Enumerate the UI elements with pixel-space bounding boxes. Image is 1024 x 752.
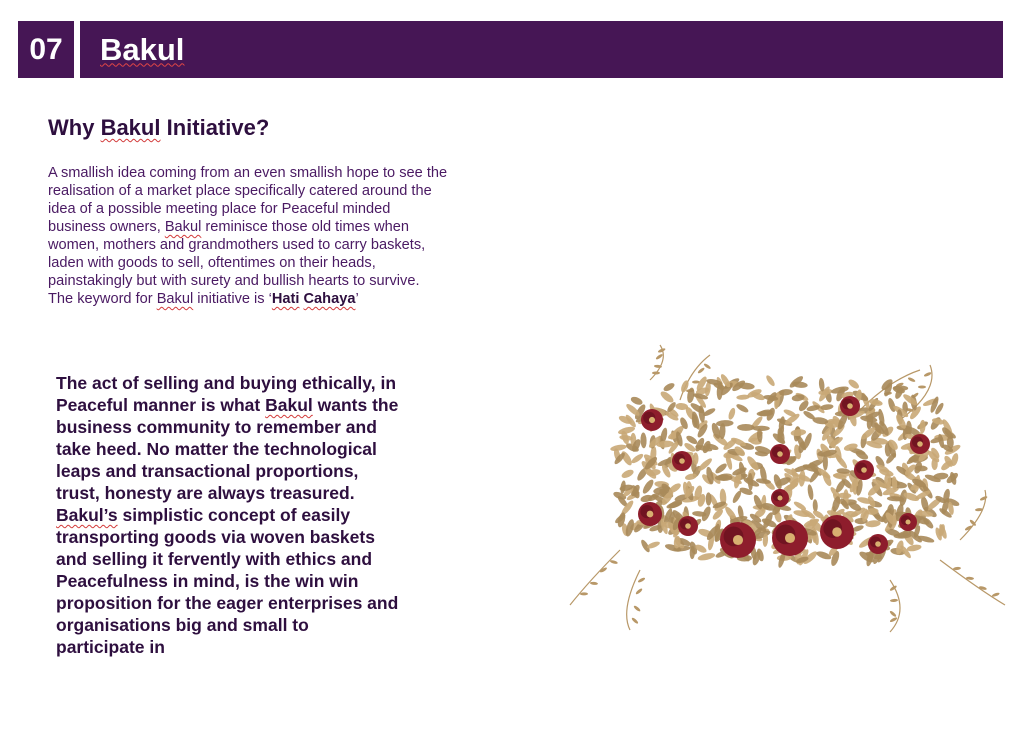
leaf bbox=[686, 387, 695, 404]
stem-leaf bbox=[610, 560, 619, 565]
stem bbox=[960, 490, 986, 540]
header-title: Bakul bbox=[100, 31, 185, 67]
leaf bbox=[630, 395, 644, 406]
keyword-cahaya: Cahaya bbox=[303, 291, 356, 307]
leaf bbox=[917, 534, 935, 544]
leaf bbox=[813, 499, 819, 512]
keyword-hati: Hati bbox=[271, 291, 300, 307]
stem-leaf bbox=[652, 371, 660, 374]
leaf bbox=[807, 484, 815, 500]
stem-leaf bbox=[890, 599, 898, 603]
stem-leaf bbox=[631, 617, 639, 625]
rose-center bbox=[917, 441, 923, 447]
leaf bbox=[847, 378, 861, 390]
page-number-text: 07 bbox=[29, 32, 63, 66]
rose-center bbox=[847, 403, 853, 409]
leaf bbox=[662, 381, 676, 392]
stem-leaf bbox=[635, 588, 643, 595]
rose-center bbox=[832, 527, 842, 537]
leaf bbox=[640, 494, 654, 504]
rose-center bbox=[905, 519, 910, 524]
stem-leaf bbox=[590, 582, 598, 586]
rose-center bbox=[647, 511, 654, 518]
page-number bbox=[18, 21, 74, 78]
rose-center bbox=[777, 451, 783, 457]
stem-leaf bbox=[655, 353, 663, 360]
stem-leaf bbox=[697, 367, 705, 374]
rose-center bbox=[785, 533, 795, 543]
stem-leaf bbox=[889, 610, 897, 618]
leaf bbox=[735, 403, 749, 414]
intro-text-1: A smallish idea coming from an even smallish hope to see the realisation of a market place specifically catered around the idea of a possible meeting place for Peaceful minded business owners, bbox=[48, 165, 448, 235]
stem-leaf bbox=[637, 577, 645, 584]
rose-center bbox=[679, 458, 685, 464]
floral-basket-illustration bbox=[560, 340, 1010, 640]
rose-center bbox=[777, 495, 782, 500]
leaf bbox=[931, 458, 937, 470]
leaf bbox=[790, 429, 806, 437]
leaf bbox=[714, 462, 728, 475]
leaf bbox=[640, 432, 647, 448]
section-title-word: Bakul bbox=[100, 115, 161, 140]
leaf bbox=[620, 468, 634, 480]
intro-text-2: reminisce those old times when women, mothers and grandmothers used to carry baskets, laden with goods to sell, oftentimes on their heads, painstakingly but with surety and bullish hearts to survive. The keyword for bbox=[48, 219, 426, 307]
quote-paragraph bbox=[56, 372, 401, 658]
rose-center bbox=[685, 523, 691, 529]
stem bbox=[940, 560, 1005, 605]
quote-bakul-2: Bakul’s bbox=[56, 505, 118, 525]
section-title bbox=[48, 115, 269, 141]
leaf bbox=[765, 374, 776, 387]
rose-center bbox=[649, 417, 655, 423]
rose-center bbox=[733, 535, 743, 545]
stem-leaf bbox=[580, 592, 588, 595]
stem-leaf bbox=[918, 385, 926, 388]
intro-bakul-2: Bakul bbox=[156, 291, 194, 307]
stem-leaf bbox=[633, 605, 641, 612]
quote-text-2: wants the business community to remember and take heed. No matter the technological leaps and transactional proportions, trust, honesty are always treasured. bbox=[56, 395, 399, 503]
rose-center bbox=[861, 467, 867, 473]
stem-leaf bbox=[979, 586, 988, 591]
leaf bbox=[906, 544, 922, 553]
leaf bbox=[727, 407, 736, 420]
quote-text-1: The act of selling and buying ethically, in Peaceful manner is what bbox=[56, 373, 397, 415]
quote-text-3: simplistic concept of easily transporting goods via woven baskets and selling it fervently with ethics and Peacefulness in mind, is the win win proposition for the eager enterprises and organisations big and small to participate in bbox=[56, 505, 399, 657]
intro-text-4: ’ bbox=[355, 291, 359, 307]
leaf bbox=[641, 478, 656, 495]
page-header bbox=[80, 21, 1003, 78]
stem-leaf bbox=[991, 592, 1000, 598]
intro-text-3: initiative is ‘ bbox=[193, 291, 272, 307]
section-title-after: Initiative? bbox=[160, 115, 270, 140]
section-title-before: Why bbox=[48, 115, 101, 140]
intro-paragraph bbox=[48, 164, 448, 308]
stem bbox=[570, 550, 620, 605]
quote-bakul-1: Bakul bbox=[265, 395, 313, 415]
leaf bbox=[697, 552, 716, 562]
stem-leaf bbox=[923, 371, 932, 377]
leaf bbox=[659, 389, 675, 404]
leaf bbox=[715, 475, 733, 481]
stem-leaf bbox=[979, 495, 988, 501]
rose-center bbox=[875, 541, 881, 547]
stem-leaf bbox=[907, 377, 916, 383]
intro-bakul-1: Bakul bbox=[164, 219, 202, 235]
